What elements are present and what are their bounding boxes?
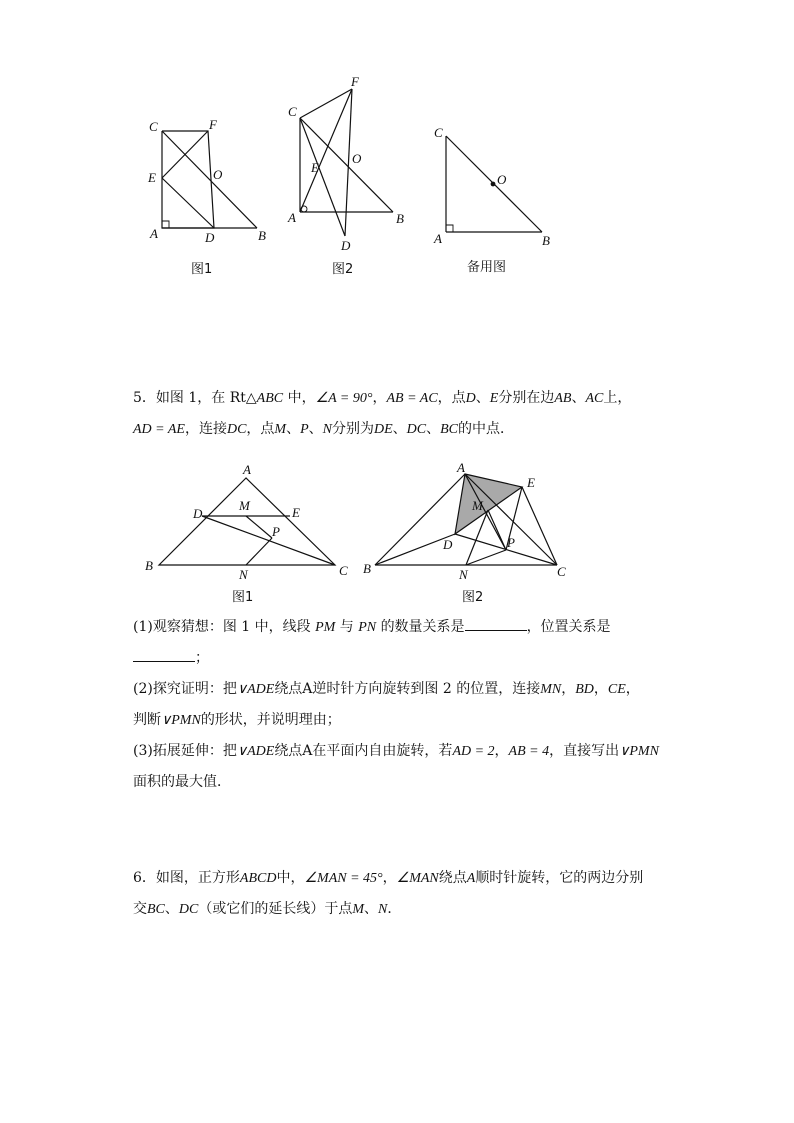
fig1-label-F: F [209,117,217,132]
fig1-label-C: C [149,119,158,134]
q5-fig2-D: D [443,537,453,552]
fig3-label-B: B [542,233,550,248]
q5-fig1-C: C [339,563,348,578]
fig2-label-O: O [352,151,362,166]
fig3-label-O: O [497,172,507,187]
q5-sub2: (2)探究证明：把∨ADE绕点A逆时针方向旋转到图 2 的位置，连接MN，BD，CE， 判断∨PMN的形状，并说明理由； [133,681,640,728]
fig2-label-F: F [351,74,359,89]
answer-blank-1[interactable] [465,616,527,631]
q5-fig1-A: A [243,462,251,477]
q5-fig2-C: C [557,564,566,579]
q5-fig1-D: D [193,506,203,521]
q5-fig2-B: B [363,561,371,576]
q6-stem: 6．如图，正方形ABCD中，∠MAN = 45°，∠MAN绕点A顺时针旋转，它的两边分别 交BC、DC（或它们的延长线）于点M、N． [133,870,644,917]
q5-fig2-A: A [457,460,465,475]
q5-sub1: (1)观察猜想：图 1 中，线段 PM 与 PN 的数量关系是 ，位置关系是 ； [133,612,693,674]
fig1-caption: 图1 [191,262,213,277]
answer-blank-2[interactable] [133,647,195,662]
q5-fig1-M: M [239,498,250,513]
fig1-label-O: O [213,167,223,182]
q5-fig2-P: P [507,535,515,550]
q5-fig2-M: M [472,498,483,513]
fig1-label-B: B [258,228,266,243]
q5-fig2-caption: 图2 [462,590,484,605]
q5-stem: 5．如图 1，在 Rt△ABC 中，∠A = 90°，AB = AC，点D、E分别在边AB、AC上， AD = AE，连接DC，点M、P、N分别为DE、DC、BC的中点． [133,390,632,437]
fig2-label-A: A [288,210,296,225]
fig2-label-E: E [311,160,319,175]
q5-fig1-caption: 图1 [232,590,254,605]
q5-fig2-E: E [527,475,535,490]
fig2-label-C: C [288,104,297,119]
fig3-label-C: C [434,125,443,140]
fig2-caption: 图2 [332,262,354,277]
fig1-label-D: D [205,230,215,245]
fig3-label-A: A [434,231,442,246]
q5-fig1-B: B [145,558,153,573]
fig1-label-A: A [150,226,158,241]
fig2-label-B: B [396,211,404,226]
q5-fig2-N: N [459,567,468,582]
q5-fig1-P: P [272,524,280,539]
fig1-label-E: E [148,170,156,185]
fig2-label-D: D [341,238,351,253]
fig3-caption: 备用图 [467,260,507,275]
q5-fig1-N: N [239,567,248,582]
q5-sub3: (3)拓展延伸：把∨ADE绕点A在平面内自由旋转，若AD = 2，AB = 4，直接写出∨PMN 面积的最大值． [133,743,659,790]
q5-fig1-E: E [292,505,300,520]
